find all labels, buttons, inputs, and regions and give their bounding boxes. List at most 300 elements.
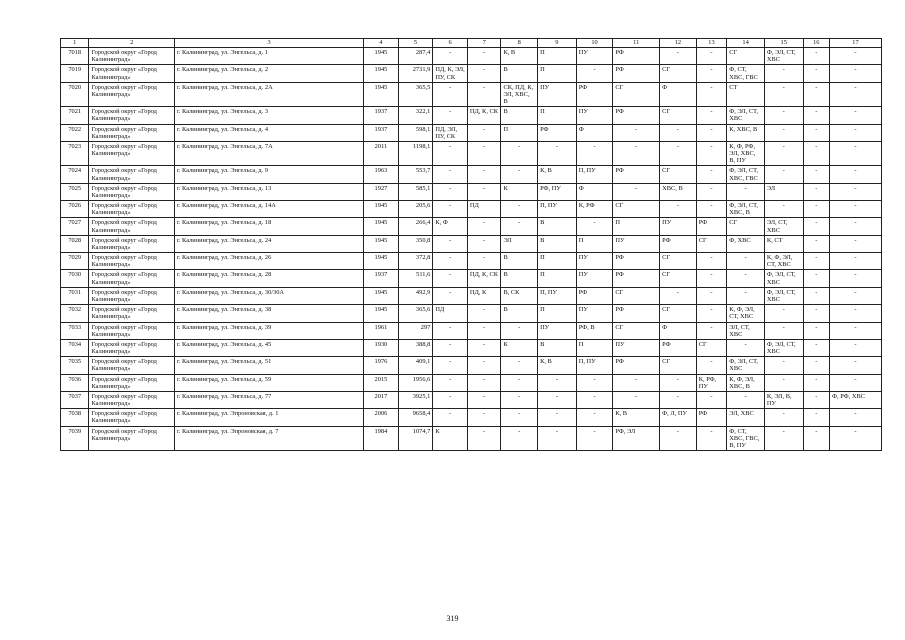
table-cell-col-6: - xyxy=(433,235,468,252)
column-number-5: 5 xyxy=(398,39,433,48)
table-row xyxy=(61,374,882,391)
table-cell-col-4: 1945 xyxy=(364,253,399,270)
table-cell-col-11: ПУ xyxy=(613,339,660,356)
table-cell-col-4: 1984 xyxy=(364,426,399,451)
table-cell-col-9: - xyxy=(538,426,577,451)
table-cell-col-2: Городской округ «Город Калининград» xyxy=(89,107,174,124)
table-cell-col-6: ПД, ЭЛ, ПУ, СК xyxy=(433,124,468,141)
table-row xyxy=(61,305,882,322)
table-cell-col-7: - xyxy=(467,65,501,82)
table-cell-col-1: 7037 xyxy=(61,391,89,408)
table-cell-col-14: Ф, ЭЛ, СТ, ХВС xyxy=(727,107,765,124)
table-cell-col-7: - xyxy=(467,391,501,408)
table-row xyxy=(61,391,882,408)
table-cell-col-14: К, Ф, РФ, ЭЛ, ХВС, В, ПУ xyxy=(727,141,765,166)
table-cell-col-5: 365,6 xyxy=(398,305,433,322)
table-cell-col-6: - xyxy=(433,339,468,356)
column-number-11: 11 xyxy=(613,39,660,48)
column-number-1: 1 xyxy=(61,39,89,48)
column-number-4: 4 xyxy=(364,39,399,48)
table-cell-col-14: Ф, ЭЛ, СТ, ХВС, В xyxy=(727,201,765,218)
table-cell-col-5: 297 xyxy=(398,322,433,339)
table-cell-col-12: - xyxy=(660,391,697,408)
table-cell-col-1: 7023 xyxy=(61,141,89,166)
table-row xyxy=(61,107,882,124)
table-cell-col-14: - xyxy=(727,270,765,287)
table-cell-col-9: В xyxy=(538,218,577,235)
table-cell-col-7: - xyxy=(467,409,501,426)
table-cell-col-16: - xyxy=(803,235,829,252)
table-row xyxy=(61,357,882,374)
table-cell-col-9: П xyxy=(538,253,577,270)
table-cell-col-8: П xyxy=(501,124,538,141)
table-cell-col-8: В xyxy=(501,65,538,82)
table-cell-col-13: - xyxy=(696,391,727,408)
page-number: 319 xyxy=(446,614,459,623)
table-cell-col-6: - xyxy=(433,201,468,218)
table-cell-col-12: СГ xyxy=(660,166,697,183)
table-cell-col-8: В, СК xyxy=(501,287,538,304)
table-cell-col-17: - xyxy=(829,253,881,270)
table-cell-col-15: - xyxy=(764,426,803,451)
table-cell-col-2: Городской округ «Город Калининград» xyxy=(89,322,174,339)
table-cell-col-2: Городской округ «Город Калининград» xyxy=(89,253,174,270)
table-cell-col-6: - xyxy=(433,357,468,374)
table-cell-col-12: - xyxy=(660,201,697,218)
column-number-16: 16 xyxy=(803,39,829,48)
table-cell-col-3: г. Калининград, ул. Энгельса, д. 51 xyxy=(174,357,363,374)
table-cell-col-8: К xyxy=(501,183,538,200)
table-cell-col-8: - xyxy=(501,166,538,183)
table-cell-col-15: - xyxy=(764,374,803,391)
table-cell-col-16: - xyxy=(803,409,829,426)
table-cell-col-6: - xyxy=(433,166,468,183)
table-cell-col-13: - xyxy=(696,322,727,339)
table-cell-col-17: - xyxy=(829,426,881,451)
table-cell-col-9: К, В xyxy=(538,357,577,374)
table-cell-col-12: - xyxy=(660,426,697,451)
table-cell-col-14: СГ xyxy=(727,218,765,235)
table-cell-col-12: - xyxy=(660,141,697,166)
table-cell-col-1: 7021 xyxy=(61,107,89,124)
table-cell-col-1: 7029 xyxy=(61,253,89,270)
table-cell-col-1: 7022 xyxy=(61,124,89,141)
table-cell-col-14: Ф, СТ, ХВС, ГВС xyxy=(727,65,765,82)
table-cell-col-5: 350,8 xyxy=(398,235,433,252)
table-cell-col-16: - xyxy=(803,141,829,166)
table-cell-col-6: ПД, К, ЭЛ, ПУ, СК xyxy=(433,65,468,82)
table-cell-col-16: - xyxy=(803,270,829,287)
table-cell-col-2: Городской округ «Город Калининград» xyxy=(89,270,174,287)
table-cell-col-16: - xyxy=(803,305,829,322)
table-cell-col-9: - xyxy=(538,374,577,391)
table-cell-col-1: 7038 xyxy=(61,409,89,426)
column-number-header-row xyxy=(61,39,882,48)
table-cell-col-9: - xyxy=(538,409,577,426)
table-cell-col-15: - xyxy=(764,65,803,82)
table-cell-col-6: - xyxy=(433,374,468,391)
table-cell-col-10: ПУ xyxy=(576,270,613,287)
table-cell-col-15: К, Ф, ЭЛ, СТ, ХВС xyxy=(764,253,803,270)
table-cell-col-3: г. Калининград, ул. Энгельса, д. 13 xyxy=(174,183,363,200)
table-cell-col-17: - xyxy=(829,357,881,374)
table-cell-col-10: Ф xyxy=(576,124,613,141)
table-cell-col-5: 205,6 xyxy=(398,201,433,218)
table-cell-col-13: - xyxy=(696,141,727,166)
table-cell-col-11: РФ xyxy=(613,48,660,65)
table-cell-col-10: - xyxy=(576,391,613,408)
table-cell-col-3: г. Калининград, ул. Энгельса, д. 4 xyxy=(174,124,363,141)
table-cell-col-3: г. Калининград, ул. Энгельса, д. 45 xyxy=(174,339,363,356)
table-cell-col-11: ПУ xyxy=(613,235,660,252)
table-cell-col-16: - xyxy=(803,48,829,65)
table-cell-col-8: - xyxy=(501,409,538,426)
table-cell-col-3: г. Калининград, ул. Энгельса, д. 7А xyxy=(174,141,363,166)
table-cell-col-12: СГ xyxy=(660,253,697,270)
table-cell-col-3: г. Калининград, ул. Энгельса, д. 30/30А xyxy=(174,287,363,304)
table-cell-col-12: Ф xyxy=(660,82,697,107)
table-cell-col-9: - xyxy=(538,391,577,408)
table-cell-col-17: - xyxy=(829,124,881,141)
table-cell-col-2: Городской округ «Город Калининград» xyxy=(89,339,174,356)
table-cell-col-6: - xyxy=(433,183,468,200)
table-cell-col-14: - xyxy=(727,391,765,408)
table-cell-col-8: В xyxy=(501,305,538,322)
table-cell-col-6: - xyxy=(433,141,468,166)
table-cell-col-8: - xyxy=(501,322,538,339)
table-cell-col-5: 553,7 xyxy=(398,166,433,183)
table-cell-col-14: К, Ф, ЭЛ, СТ, ХВС xyxy=(727,305,765,322)
table-cell-col-13: СГ xyxy=(696,235,727,252)
table-cell-col-17: - xyxy=(829,201,881,218)
table-cell-col-4: 1945 xyxy=(364,287,399,304)
table-cell-col-11: СГ xyxy=(613,322,660,339)
table-cell-col-13: - xyxy=(696,124,727,141)
table-cell-col-13: - xyxy=(696,82,727,107)
table-cell-col-17: - xyxy=(829,183,881,200)
table-cell-col-10: ПУ xyxy=(576,305,613,322)
table-cell-col-6: - xyxy=(433,409,468,426)
table-cell-col-1: 7020 xyxy=(61,82,89,107)
table-cell-col-10: К, РФ xyxy=(576,201,613,218)
table-cell-col-12: - xyxy=(660,287,697,304)
table-cell-col-7: - xyxy=(467,322,501,339)
table-cell-col-3: г. Калининград, ул. Энгельса, д. 2А xyxy=(174,82,363,107)
table-cell-col-11: РФ xyxy=(613,65,660,82)
table-cell-col-12: СГ xyxy=(660,107,697,124)
table-cell-col-9: П xyxy=(538,107,577,124)
table-cell-col-3: г. Калининград, ул. Энгельса, д. 28 xyxy=(174,270,363,287)
table-cell-col-12: Ф xyxy=(660,322,697,339)
table-cell-col-9: П xyxy=(538,65,577,82)
table-row xyxy=(61,235,882,252)
table-cell-col-2: Городской округ «Город Калининград» xyxy=(89,183,174,200)
table-cell-col-17: Ф, РФ, ХВС xyxy=(829,391,881,408)
table-cell-col-17: - xyxy=(829,65,881,82)
table-cell-col-11: РФ xyxy=(613,253,660,270)
table-cell-col-11: РФ xyxy=(613,166,660,183)
table-cell-col-8: В xyxy=(501,107,538,124)
table-cell-col-8: - xyxy=(501,391,538,408)
table-cell-col-17: - xyxy=(829,374,881,391)
table-cell-col-4: 1945 xyxy=(364,65,399,82)
table-row xyxy=(61,201,882,218)
table-cell-col-1: 7019 xyxy=(61,65,89,82)
table-cell-col-5: 266,4 xyxy=(398,218,433,235)
column-number-9: 9 xyxy=(538,39,577,48)
table-cell-col-13: - xyxy=(696,183,727,200)
table-cell-col-1: 7039 xyxy=(61,426,89,451)
table-cell-col-14: ЭЛ, СТ, ХВС xyxy=(727,322,765,339)
table-cell-col-7: - xyxy=(467,305,501,322)
table-cell-col-3: г. Калининград, ул. Энгельса, д. 18 xyxy=(174,218,363,235)
table-cell-col-1: 7027 xyxy=(61,218,89,235)
table-cell-col-3: г. Калининград, ул. Эпроновская, д. 7 xyxy=(174,426,363,451)
table-cell-col-6: - xyxy=(433,48,468,65)
column-number-3: 3 xyxy=(174,39,363,48)
column-number-14: 14 xyxy=(727,39,765,48)
table-cell-col-3: г. Калининград, ул. Эпроновская, д. 1 xyxy=(174,409,363,426)
table-cell-col-7: - xyxy=(467,82,501,107)
table-cell-col-4: 1927 xyxy=(364,183,399,200)
table-cell-col-15: - xyxy=(764,357,803,374)
table-cell-col-11: РФ, ЭЛ xyxy=(613,426,660,451)
column-number-10: 10 xyxy=(576,39,613,48)
table-cell-col-8: - xyxy=(501,218,538,235)
housing-register-table xyxy=(60,38,882,451)
table-cell-col-11: РФ xyxy=(613,107,660,124)
table-cell-col-4: 1945 xyxy=(364,82,399,107)
table-cell-col-16: - xyxy=(803,339,829,356)
table-cell-col-12: СГ xyxy=(660,305,697,322)
table-cell-col-10: - xyxy=(576,374,613,391)
table-cell-col-5: 287,4 xyxy=(398,48,433,65)
table-cell-col-2: Городской округ «Город Калининград» xyxy=(89,48,174,65)
table-cell-col-11: РФ xyxy=(613,357,660,374)
table-cell-col-16: - xyxy=(803,124,829,141)
table-cell-col-10: ПУ xyxy=(576,48,613,65)
table-cell-col-16: - xyxy=(803,82,829,107)
table-cell-col-11: СГ xyxy=(613,201,660,218)
table-cell-col-10: П, ПУ xyxy=(576,357,613,374)
table-cell-col-2: Городской округ «Город Калининград» xyxy=(89,218,174,235)
table-cell-col-8: К, В xyxy=(501,48,538,65)
table-cell-col-10: - xyxy=(576,409,613,426)
table-cell-col-3: г. Калининград, ул. Энгельса, д. 77 xyxy=(174,391,363,408)
table-cell-col-6: - xyxy=(433,287,468,304)
column-number-12: 12 xyxy=(660,39,697,48)
table-cell-col-12: РФ xyxy=(660,235,697,252)
table-cell-col-4: 1945 xyxy=(364,48,399,65)
table-cell-col-2: Городской округ «Город Калининград» xyxy=(89,357,174,374)
table-cell-col-5: 372,8 xyxy=(398,253,433,270)
table-cell-col-16: - xyxy=(803,166,829,183)
table-cell-col-5: 322,1 xyxy=(398,107,433,124)
table-cell-col-12: РФ xyxy=(660,339,697,356)
table-cell-col-2: Городской округ «Город Калининград» xyxy=(89,287,174,304)
table-cell-col-1: 7018 xyxy=(61,48,89,65)
table-cell-col-14: - xyxy=(727,183,765,200)
table-cell-col-2: Городской округ «Город Калининград» xyxy=(89,65,174,82)
table-cell-col-3: г. Калининград, ул. Энгельса, д. 26 xyxy=(174,253,363,270)
table-cell-col-17: - xyxy=(829,166,881,183)
table-cell-col-6: - xyxy=(433,270,468,287)
table-cell-col-17: - xyxy=(829,322,881,339)
table-cell-col-4: 1937 xyxy=(364,270,399,287)
table-cell-col-14: Ф, СТ, ХВС, ГВС, В, ПУ xyxy=(727,426,765,451)
table-cell-col-16: - xyxy=(803,357,829,374)
table-cell-col-11: РФ xyxy=(613,270,660,287)
table-cell-col-5: 409,1 xyxy=(398,357,433,374)
table-cell-col-7: - xyxy=(467,141,501,166)
table-cell-col-17: - xyxy=(829,82,881,107)
table-cell-col-9: П xyxy=(538,305,577,322)
table-cell-col-7: - xyxy=(467,357,501,374)
table-cell-col-6: К xyxy=(433,426,468,451)
table-cell-col-8: В xyxy=(501,270,538,287)
column-number-13: 13 xyxy=(696,39,727,48)
table-cell-col-17: - xyxy=(829,409,881,426)
table-cell-col-9: В xyxy=(538,235,577,252)
table-cell-col-11: - xyxy=(613,374,660,391)
table-cell-col-11: К, В xyxy=(613,409,660,426)
table-cell-col-8: - xyxy=(501,374,538,391)
table-cell-col-11: П xyxy=(613,218,660,235)
table-cell-col-8: К xyxy=(501,339,538,356)
table-cell-col-2: Городской округ «Город Калининград» xyxy=(89,409,174,426)
table-cell-col-10: - xyxy=(576,65,613,82)
table-cell-col-2: Городской округ «Город Калининград» xyxy=(89,166,174,183)
table-cell-col-2: Городской округ «Город Калининград» xyxy=(89,374,174,391)
table-cell-col-3: г. Калининград, ул. Энгельса, д. 2 xyxy=(174,65,363,82)
table-cell-col-10: П xyxy=(576,339,613,356)
table-cell-col-10: Ф xyxy=(576,183,613,200)
table-cell-col-10: РФ xyxy=(576,82,613,107)
table-cell-col-14: К, ХВС, В xyxy=(727,124,765,141)
table-cell-col-3: г. Калининград, ул. Энгельса, д. 14А xyxy=(174,201,363,218)
table-cell-col-14: - xyxy=(727,253,765,270)
column-number-2: 2 xyxy=(89,39,174,48)
table-row xyxy=(61,183,882,200)
table-cell-col-14: Ф, ХВС xyxy=(727,235,765,252)
table-cell-col-4: 1930 xyxy=(364,339,399,356)
table-cell-col-11: - xyxy=(613,391,660,408)
table-cell-col-13: СГ xyxy=(696,339,727,356)
table-cell-col-10: РФ xyxy=(576,287,613,304)
table-cell-col-1: 7026 xyxy=(61,201,89,218)
table-cell-col-4: 1961 xyxy=(364,322,399,339)
column-number-17: 17 xyxy=(829,39,881,48)
table-cell-col-15: К, ЭЛ, В, ПУ xyxy=(764,391,803,408)
table-row xyxy=(61,48,882,65)
table-cell-col-10: - xyxy=(576,141,613,166)
table-cell-col-4: 2006 xyxy=(364,409,399,426)
table-cell-col-12: - xyxy=(660,124,697,141)
table-cell-col-16: - xyxy=(803,374,829,391)
table-cell-col-16: - xyxy=(803,287,829,304)
table-row xyxy=(61,141,882,166)
table-cell-col-5: 492,9 xyxy=(398,287,433,304)
table-cell-col-13: К, РФ, ПУ xyxy=(696,374,727,391)
table-cell-col-13: - xyxy=(696,48,727,65)
table-cell-col-7: ПД, К, СК xyxy=(467,270,501,287)
table-cell-col-9: ПУ xyxy=(538,322,577,339)
table-cell-col-2: Городской округ «Город Калининград» xyxy=(89,124,174,141)
table-cell-col-17: - xyxy=(829,48,881,65)
table-cell-col-9: К, В xyxy=(538,166,577,183)
table-cell-col-1: 7028 xyxy=(61,235,89,252)
table-cell-col-2: Городской округ «Город Калининград» xyxy=(89,305,174,322)
table-cell-col-2: Городской округ «Город Калининград» xyxy=(89,426,174,451)
table-cell-col-4: 1945 xyxy=(364,201,399,218)
table-row xyxy=(61,218,882,235)
table-cell-col-14: СГ xyxy=(727,48,765,65)
table-cell-col-9: П xyxy=(538,48,577,65)
table-cell-col-10: РФ, В xyxy=(576,322,613,339)
table-cell-col-10: П xyxy=(576,235,613,252)
table-row xyxy=(61,82,882,107)
table-cell-col-6: - xyxy=(433,107,468,124)
table-cell-col-17: - xyxy=(829,270,881,287)
table-cell-col-8: - xyxy=(501,141,538,166)
table-cell-col-7: - xyxy=(467,374,501,391)
table-cell-col-15: - xyxy=(764,166,803,183)
table-cell-col-1: 7030 xyxy=(61,270,89,287)
table-cell-col-6: - xyxy=(433,82,468,107)
table-cell-col-17: - xyxy=(829,235,881,252)
table-row xyxy=(61,166,882,183)
table-cell-col-4: 1976 xyxy=(364,357,399,374)
table-cell-col-11: РФ xyxy=(613,305,660,322)
table-row xyxy=(61,270,882,287)
table-cell-col-9: - xyxy=(538,141,577,166)
table-cell-col-13: - xyxy=(696,287,727,304)
table-row xyxy=(61,322,882,339)
table-cell-col-16: - xyxy=(803,107,829,124)
table-cell-col-4: 2011 xyxy=(364,141,399,166)
table-cell-col-16: - xyxy=(803,183,829,200)
table-cell-col-17: - xyxy=(829,305,881,322)
table-cell-col-10: ПУ xyxy=(576,253,613,270)
table-cell-col-17: - xyxy=(829,141,881,166)
table-cell-col-2: Городской округ «Город Калининград» xyxy=(89,141,174,166)
table-cell-col-15: - xyxy=(764,107,803,124)
table-cell-col-15: - xyxy=(764,201,803,218)
table-cell-col-15: Ф, ЭЛ, СТ, ХВС xyxy=(764,48,803,65)
table-cell-col-5: 511,6 xyxy=(398,270,433,287)
table-cell-col-8: - xyxy=(501,357,538,374)
table-cell-col-13: - xyxy=(696,357,727,374)
table-cell-col-14: К, Ф, ЭЛ, ХВС, В xyxy=(727,374,765,391)
table-cell-col-9: ПУ xyxy=(538,82,577,107)
table-cell-col-5: 1074,7 xyxy=(398,426,433,451)
table-cell-col-11: - xyxy=(613,141,660,166)
table-cell-col-8: В xyxy=(501,253,538,270)
table-cell-col-15: - xyxy=(764,124,803,141)
table-cell-col-1: 7032 xyxy=(61,305,89,322)
table-cell-col-1: 7025 xyxy=(61,183,89,200)
table-cell-col-15: - xyxy=(764,322,803,339)
table-cell-col-12: ХВС, В xyxy=(660,183,697,200)
table-cell-col-14: Ф, ЭЛ, СТ, ХВС xyxy=(727,357,765,374)
table-cell-col-5: 2731,9 xyxy=(398,65,433,82)
table-cell-col-8: - xyxy=(501,426,538,451)
table-cell-col-13: РФ xyxy=(696,218,727,235)
table-cell-col-9: РФ, ПУ xyxy=(538,183,577,200)
table-cell-col-8: ЭЛ xyxy=(501,235,538,252)
table-cell-col-11: - xyxy=(613,183,660,200)
table-cell-col-17: - xyxy=(829,287,881,304)
